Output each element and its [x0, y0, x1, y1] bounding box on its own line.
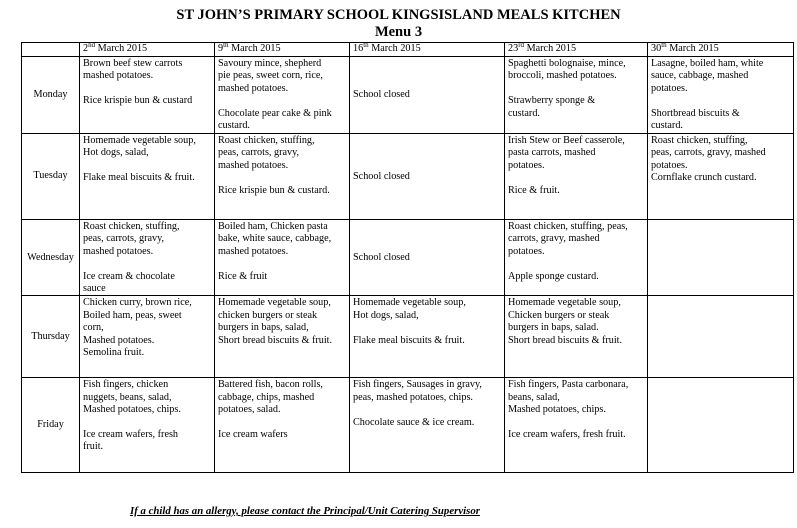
main-course-line: Roast chicken, stuffing,	[83, 221, 180, 232]
menu-cell	[80, 57, 215, 134]
date-header: 9th March 2015	[215, 43, 350, 57]
main-course-line: Lasagne, boiled ham, white	[651, 58, 764, 69]
dessert-line: sauce	[83, 283, 106, 295]
day-label: Monday	[22, 57, 80, 134]
main-course-line: Hot dogs, salad,	[353, 309, 419, 321]
dessert-line: Rice & fruit.	[508, 184, 560, 196]
spacer	[353, 322, 502, 334]
main-course-line: peas, mashed potatoes, chips.	[353, 391, 473, 403]
menu-cell	[215, 378, 350, 473]
main-course-line: Fish fingers, chicken	[83, 379, 169, 391]
menu-cell	[505, 220, 648, 296]
day-label: Friday	[22, 378, 80, 473]
main-course-line: Fish fingers, Pasta carbonara,	[508, 379, 629, 391]
menu-cell	[505, 296, 648, 378]
main-course-line: Spaghetti bolognaise, mince,	[508, 58, 626, 69]
main-course-line: Roast chicken, stuffing,	[218, 135, 315, 146]
dessert-line: Ice cream wafers	[218, 429, 288, 441]
main-course-line: mashed potatoes.	[218, 159, 289, 171]
menu-cell	[80, 296, 215, 378]
main-course-line: peas, carrots, gravy,	[218, 147, 300, 159]
main-course-line: Homemade vegetable soup,	[353, 297, 466, 309]
main-course-line: carrots, gravy, mashed	[508, 233, 600, 245]
spacer	[218, 95, 347, 107]
menu-cell	[505, 378, 648, 473]
page-title: ST JOHN’S PRIMARY SCHOOL KINGSISLAND MEALS KITCHEN	[176, 7, 621, 23]
main-course-line: beans, salad,	[508, 391, 560, 403]
menu-cell	[80, 378, 215, 473]
dessert-line: Apple sponge custard.	[508, 270, 599, 282]
table-row	[22, 134, 794, 220]
dessert-line: Flake meal biscuits & fruit.	[83, 172, 195, 184]
dessert-line: Strawberry sponge &	[508, 95, 596, 107]
menu-cell	[648, 57, 794, 134]
day-label: Wednesday	[22, 220, 80, 296]
spacer	[353, 404, 502, 416]
dessert-line: Ice cream & chocolate	[83, 270, 175, 282]
closed-text: School closed	[353, 89, 410, 101]
main-course-line: potatoes.	[651, 82, 688, 94]
menu-cell	[505, 57, 648, 134]
menu-cell	[648, 220, 794, 296]
main-course-line: potatoes, salad.	[218, 404, 281, 416]
allergy-notice: If a child has an allergy, please contact the Principal/Unit Catering Supervisor	[130, 505, 480, 517]
main-course-line: mashed potatoes.	[83, 70, 154, 82]
main-course-line: mashed potatoes.	[83, 245, 154, 257]
main-course-line: Irish Stew or Beef casserole,	[508, 135, 625, 146]
main-course-line: Homemade vegetable soup,	[83, 135, 196, 146]
menu-cell	[215, 134, 350, 220]
spacer	[508, 417, 645, 429]
day-label: Tuesday	[22, 134, 80, 220]
dessert-line: Ice cream wafers, fresh	[83, 429, 179, 441]
menu-table	[21, 42, 794, 473]
main-course-line: Short bread biscuits & fruit.	[508, 334, 623, 346]
main-course-line: Semolina fruit.	[83, 347, 145, 359]
menu-cell	[80, 220, 215, 296]
menu-subtitle: Menu 3	[374, 24, 423, 40]
dessert-line: Rice & fruit	[218, 270, 268, 282]
spacer	[508, 172, 645, 184]
main-course-line: Mashed potatoes.	[83, 334, 155, 346]
spacer	[651, 95, 791, 107]
main-course-line: Short bread biscuits & fruit.	[218, 334, 333, 346]
main-course-line: Chicken curry, brown rice,	[83, 297, 192, 309]
main-course-line: peas, carrots, gravy, mashed	[651, 147, 766, 159]
main-course-line: Mashed potatoes, chips.	[508, 404, 606, 416]
closed-text: School closed	[353, 170, 410, 182]
date-header: 2nd March 2015	[80, 43, 215, 57]
main-course-line: potatoes.	[651, 159, 688, 171]
dessert-line: Chocolate pear cake & pink	[218, 107, 332, 119]
menu-cell	[215, 296, 350, 378]
main-course-line: mashed potatoes.	[218, 245, 289, 257]
dessert-line: Ice cream wafers, fresh fruit.	[508, 429, 626, 441]
main-course-line: Cornflake crunch custard.	[651, 172, 757, 184]
main-course-line: Roast chicken, stuffing, peas,	[508, 221, 628, 232]
main-course-line: Mashed potatoes, chips.	[83, 404, 181, 416]
dessert-line: Flake meal biscuits & fruit.	[353, 334, 465, 346]
spacer	[508, 83, 645, 95]
menu-cell	[648, 378, 794, 473]
menu-cell	[648, 296, 794, 378]
menu-cell	[350, 378, 505, 473]
day-label: Thursday	[22, 296, 80, 378]
menu-cell	[350, 296, 505, 378]
table-row	[22, 57, 794, 134]
main-course-line: Boiled ham, peas, sweet	[83, 309, 182, 321]
menu-cell	[215, 220, 350, 296]
main-course-line: sauce, cabbage, mashed	[651, 70, 749, 82]
main-course-line: broccoli, mashed potatoes.	[508, 70, 617, 82]
spacer	[83, 258, 212, 270]
header-row	[22, 43, 794, 57]
main-course-line: potatoes.	[508, 159, 545, 171]
main-course-line: pasta carrots, mashed	[508, 147, 596, 159]
spacer	[218, 258, 347, 270]
main-course-line: burgers in baps, salad,	[218, 322, 309, 334]
dessert-line: Shortbread biscuits &	[651, 107, 740, 119]
closed-text: School closed	[353, 252, 410, 263]
dessert-line: Chocolate sauce & ice cream.	[353, 416, 475, 428]
main-course-line: Roast chicken, stuffing,	[651, 135, 748, 146]
spacer	[218, 417, 347, 429]
main-course-line: cabbage, chips, mashed	[218, 391, 315, 403]
corner-cell	[22, 43, 80, 57]
table-row	[22, 378, 794, 473]
main-course-line: corn,	[83, 322, 104, 334]
menu-cell	[505, 134, 648, 220]
table-row	[22, 220, 794, 296]
main-course-line: chicken burgers or steak	[218, 309, 318, 321]
spacer	[508, 258, 645, 270]
menu-body	[22, 57, 794, 473]
dessert-line: Rice krispie bun & custard	[83, 95, 193, 107]
date-header: 23rd March 2015	[505, 43, 648, 57]
main-course-line: Brown beef stew carrots	[83, 58, 183, 69]
menu-cell	[648, 134, 794, 220]
closed-cell	[350, 134, 505, 220]
spacer	[83, 160, 212, 172]
main-course-line: mashed potatoes.	[218, 82, 289, 94]
main-course-line: Homemade vegetable soup,	[508, 297, 621, 309]
date-header: 30th March 2015	[648, 43, 794, 57]
spacer	[83, 83, 212, 95]
closed-cell	[350, 57, 505, 134]
main-course-line: Chicken burgers or steak	[508, 309, 610, 321]
main-course-line: Homemade vegetable soup,	[218, 297, 331, 309]
dessert-line: fruit.	[83, 441, 104, 453]
main-course-line: bake, white sauce, cabbage,	[218, 233, 332, 245]
dessert-line: custard.	[651, 120, 683, 132]
main-course-line: Boiled ham, Chicken pasta	[218, 221, 328, 232]
date-header: 16th March 2015	[350, 43, 505, 57]
main-course-line: pie peas, sweet corn, rice,	[218, 70, 323, 82]
spacer	[83, 417, 212, 429]
main-course-line: Savoury mince, shepherd	[218, 58, 322, 69]
dessert-line: Rice krispie bun & custard.	[218, 184, 330, 196]
main-course-line: Battered fish, bacon rolls,	[218, 379, 323, 391]
main-course-line: burgers in baps, salad.	[508, 322, 599, 334]
menu-cell	[80, 134, 215, 220]
menu-cell	[215, 57, 350, 134]
table-row	[22, 296, 794, 378]
main-course-line: peas, carrots, gravy,	[83, 233, 165, 245]
spacer	[218, 172, 347, 184]
main-course-line: nuggets, beans, salad,	[83, 391, 172, 403]
dessert-line: custard.	[218, 120, 250, 132]
main-course-line: Hot dogs, salad,	[83, 147, 149, 159]
main-course-line: Fish fingers, Sausages in gravy,	[353, 379, 482, 391]
closed-cell	[350, 220, 505, 296]
main-course-line: potatoes.	[508, 245, 545, 257]
dessert-line: custard.	[508, 107, 540, 119]
